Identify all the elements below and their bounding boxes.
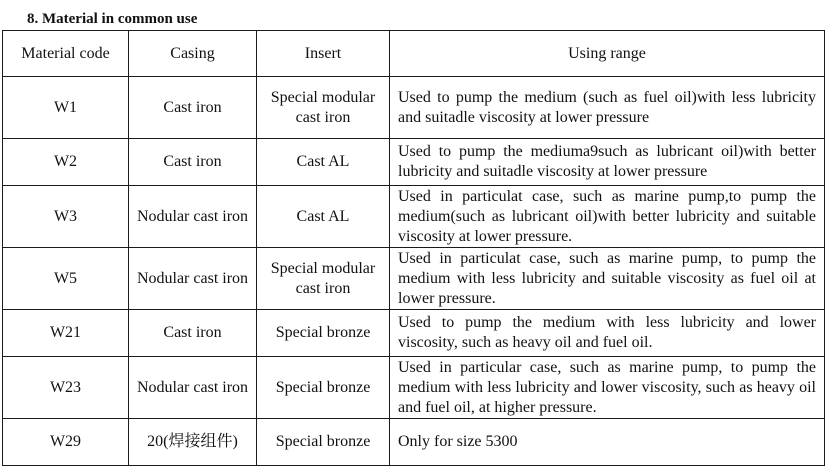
insert-cell: Cast AL <box>257 186 390 248</box>
material-code-cell: W23 <box>3 357 129 419</box>
casing-cell: Cast iron <box>129 310 257 357</box>
material-table <box>2 30 825 466</box>
material-code-cell: W5 <box>3 248 129 310</box>
using-range-cell: Used to pump the medium (such as fuel oil)with less lubricity and suitadle viscosity at lower pressure <box>390 77 825 139</box>
using-range-cell: Used in particulat case, such as marine pump,to pump the medium(such as lubricant oil)with better lubricity and suitable viscosity at lower pressure. <box>390 186 825 248</box>
table-row <box>3 139 825 186</box>
table-header-row <box>3 31 825 77</box>
material-code-cell: W29 <box>3 419 129 466</box>
material-code-cell: W1 <box>3 77 129 139</box>
table-row <box>3 77 825 139</box>
casing-cell: 20(焊接组件) <box>129 419 257 466</box>
casing-cell: Cast iron <box>129 77 257 139</box>
header-using-range: Using range <box>390 31 825 77</box>
table-row <box>3 310 825 357</box>
header-material-code: Material code <box>3 31 129 77</box>
insert-cell: Special bronze <box>257 310 390 357</box>
material-code-cell: W21 <box>3 310 129 357</box>
section-heading: 8. Material in common use <box>27 11 198 27</box>
header-insert: Insert <box>257 31 390 77</box>
casing-cell: Cast iron <box>129 139 257 186</box>
table-row <box>3 419 825 466</box>
material-code-cell: W3 <box>3 186 129 248</box>
header-casing: Casing <box>129 31 257 77</box>
insert-cell: Special bronze <box>257 419 390 466</box>
using-range-cell: Used in particulat case, such as marine pump, to pump the medium with less lubricity and suitable viscosity as fuel oil at lower pressure. <box>390 248 825 310</box>
insert-cell: Special bronze <box>257 357 390 419</box>
table-row <box>3 357 825 419</box>
insert-cell: Special modular cast iron <box>257 248 390 310</box>
casing-cell: Nodular cast iron <box>129 248 257 310</box>
table-row <box>3 186 825 248</box>
using-range-cell: Only for size 5300 <box>390 419 825 466</box>
table-row <box>3 248 825 310</box>
casing-cell: Nodular cast iron <box>129 186 257 248</box>
casing-cell: Nodular cast iron <box>129 357 257 419</box>
using-range-cell: Used to pump the medium with less lubricity and lower viscosity, such as heavy oil and fuel oil. <box>390 310 825 357</box>
using-range-cell: Used to pump the mediuma9such as lubricant oil)with better lubricity and suitadle viscosity at lower pressure <box>390 139 825 186</box>
using-range-cell: Used in particular case, such as marine pump, to pump the medium with less lubricity and lower viscosity, such as heavy oil and fuel oil, at higher pressure. <box>390 357 825 419</box>
insert-cell: Special modular cast iron <box>257 77 390 139</box>
insert-cell: Cast AL <box>257 139 390 186</box>
material-code-cell: W2 <box>3 139 129 186</box>
